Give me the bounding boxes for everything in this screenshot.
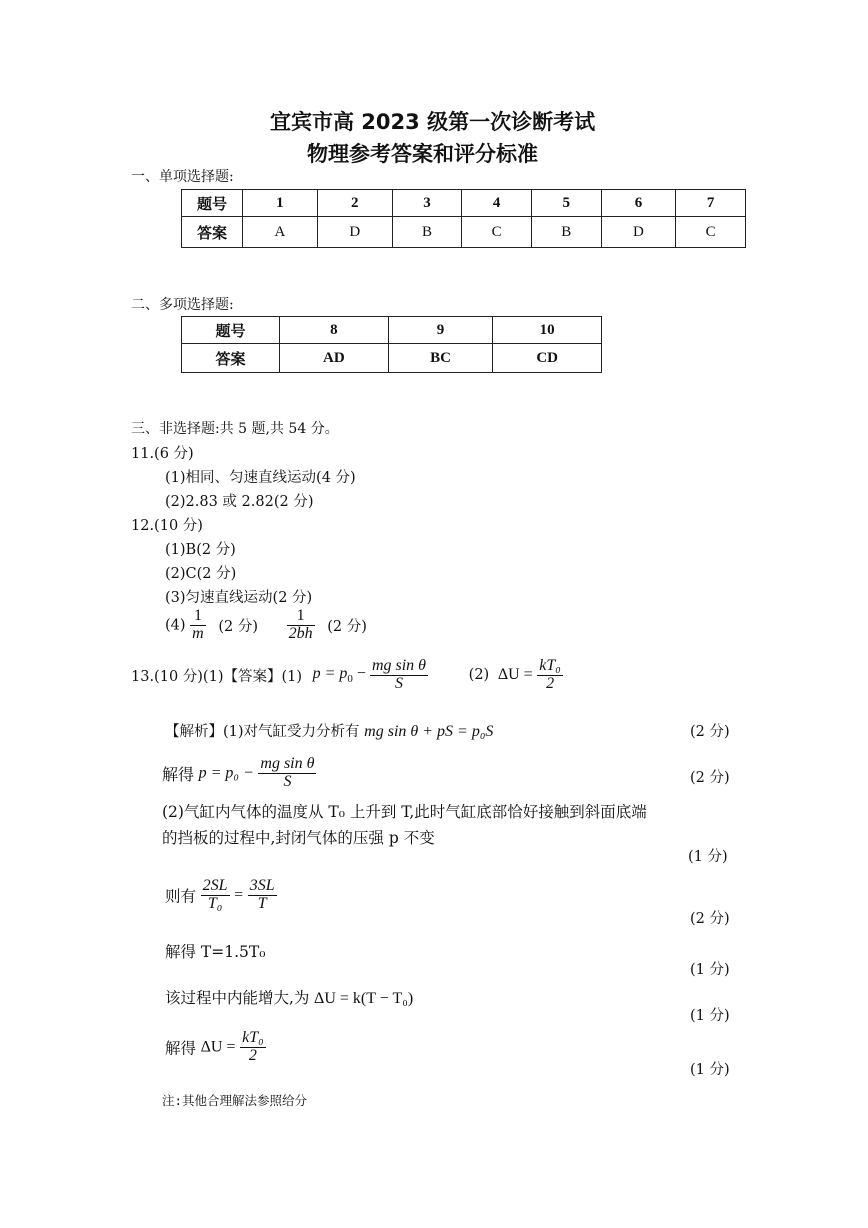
table-cell: B (392, 217, 462, 248)
solve-label: 解得 (165, 1039, 197, 1058)
q13-answer-2-prefix: (2) (468, 667, 490, 684)
q13-part2-line1: (2)气缸内气体的温度从 T₀ 上升到 T,此时气缸底部恰好接触到斜面底端 (162, 803, 647, 821)
fraction (248, 878, 277, 913)
fraction-numerator: mg sin θ (371, 657, 427, 674)
table-cell: 7 (676, 190, 746, 217)
points: (2 分) (690, 770, 730, 786)
points: (1 分) (690, 1062, 730, 1078)
fraction (370, 658, 428, 693)
formula-text: p = p (312, 665, 348, 683)
fraction-denominator: 2bh (288, 624, 313, 642)
formula-text: ΔU = (497, 666, 533, 684)
q11-answer-1: (1)相同、匀速直线运动(4 分) (165, 470, 356, 486)
fraction-numerator: 1 (190, 608, 206, 626)
q13-solve-1 (162, 756, 316, 791)
q13-analysis (165, 720, 493, 741)
section1-heading: 一、单项选择题: (131, 169, 234, 185)
page-title: 宜宾市高 2023 级第一次诊断考试 (270, 110, 596, 134)
table-cell: 5 (531, 190, 601, 217)
q13-solve-T: 解得 T=1.5T₀ (165, 943, 266, 961)
fraction-denominator: T₀ (207, 894, 223, 912)
table-cell: AD (280, 344, 389, 373)
fraction (201, 878, 230, 913)
table-cell: 8 (280, 317, 389, 344)
formula: ΔU = k(T − T₀) (314, 990, 414, 1007)
table-row (182, 217, 746, 248)
q13-then (165, 878, 277, 913)
q12-a4-points-2: (2 分) (327, 618, 367, 635)
q12-answer-3: (3)匀速直线运动(2 分) (165, 590, 313, 606)
q13-solve-U (165, 1030, 266, 1065)
fraction (240, 1030, 266, 1065)
fraction (258, 756, 316, 791)
table-cell: 2 (317, 190, 392, 217)
fraction (190, 608, 206, 643)
points: (2 分) (690, 724, 730, 740)
table-cell: 答案 (182, 217, 243, 248)
points: (2 分) (690, 911, 730, 927)
fraction-numerator: mg sin θ (260, 755, 315, 772)
formula: mg sin θ + pS = p₀S (364, 723, 494, 740)
q12-label: 12.(10 分) (131, 518, 203, 534)
formula (312, 665, 370, 686)
energy-label: 该过程中内能增大,为 (165, 989, 310, 1007)
table-cell: A (243, 217, 318, 248)
fraction-denominator: 2 (248, 1046, 257, 1064)
q13-label: 13.(10 分)(1)【答案】(1) (131, 668, 303, 685)
multi-choice-table (181, 316, 602, 373)
q12-answer-4 (165, 608, 367, 643)
fraction-numerator: 3SL (249, 877, 275, 894)
table-cell: 10 (493, 317, 602, 344)
points: (1 分) (690, 1008, 730, 1024)
formula-text: ΔU = (200, 1038, 236, 1056)
single-choice-table (181, 189, 746, 248)
q12-answer-1: (1)B(2 分) (165, 542, 236, 558)
section2-heading: 二、多项选择题: (131, 297, 234, 313)
fraction-denominator: S (283, 772, 292, 790)
then-label: 则有 (165, 887, 197, 906)
fraction-numerator: 1 (287, 608, 315, 626)
fraction-numerator: kT₀ (242, 1029, 264, 1046)
fraction (537, 658, 563, 693)
table-cell: 9 (388, 317, 493, 344)
table-cell: B (531, 217, 601, 248)
points: (1 分) (690, 962, 730, 978)
q11-answer-2: (2)2.83 或 2.82(2 分) (165, 494, 314, 510)
formula-subscript: 0 (347, 673, 353, 686)
analysis-label: 【解析】(1)对气缸受力分析有 (165, 724, 360, 740)
fraction-numerator: kT₀ (539, 657, 561, 674)
fraction-denominator: m (192, 624, 204, 642)
table-cell: D (601, 217, 676, 248)
section3-heading: 三、非选择题:共 5 题,共 54 分。 (131, 421, 339, 437)
points: (1 分) (688, 849, 728, 865)
footnote: 注:其他合理解法参照给分 (162, 1093, 308, 1108)
q12-a4-prefix: (4) (165, 617, 186, 634)
table-cell: BC (388, 344, 493, 373)
table-cell: 1 (243, 190, 318, 217)
q11-label: 11.(6 分) (131, 446, 194, 462)
table-row (182, 344, 602, 373)
fraction (287, 608, 315, 643)
fraction-denominator: S (395, 674, 403, 692)
table-row (182, 190, 746, 217)
table-cell: 6 (601, 190, 676, 217)
formula-text: p = p₀ − (198, 764, 254, 782)
q12-answer-2: (2)C(2 分) (165, 566, 237, 582)
table-cell: C (462, 217, 532, 248)
q13-energy (165, 986, 413, 1008)
table-cell: 答案 (182, 344, 280, 373)
table-cell: 4 (462, 190, 532, 217)
solve-label: 解得 (162, 764, 195, 784)
q13-part2-line2: 的挡板的过程中,封闭气体的压强 p 不变 (162, 829, 435, 847)
table-cell: D (317, 217, 392, 248)
fraction-numerator: 2SL (202, 877, 228, 894)
q13-answer-line (131, 658, 563, 693)
table-cell: 题号 (182, 317, 280, 344)
fraction-denominator: 2 (546, 674, 555, 692)
table-row (182, 317, 602, 344)
table-cell: 3 (392, 190, 462, 217)
formula-operator: = (234, 886, 244, 904)
q12-a4-points-1: (2 分) (218, 618, 258, 635)
fraction-denominator: T (257, 894, 267, 912)
table-cell: CD (493, 344, 602, 373)
table-cell: C (676, 217, 746, 248)
page-subtitle: 物理参考答案和评分标准 (307, 142, 538, 166)
table-cell: 题号 (182, 190, 243, 217)
formula-operator: − (352, 665, 370, 683)
